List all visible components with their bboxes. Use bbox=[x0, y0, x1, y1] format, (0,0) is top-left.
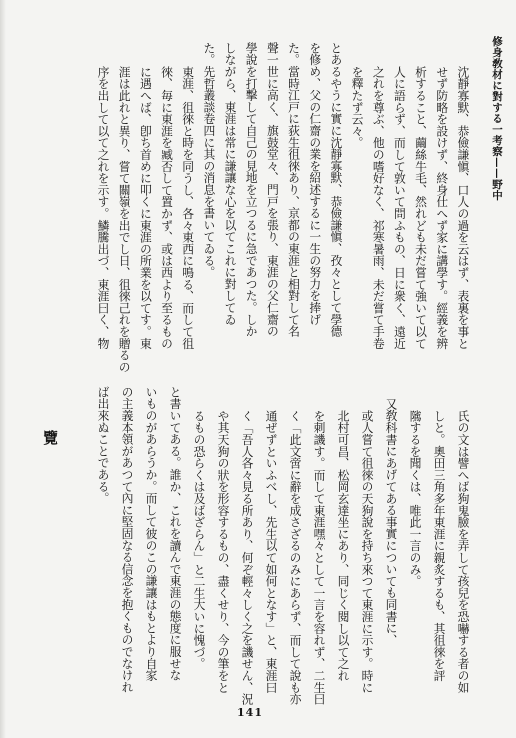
upper-tier-line: とあるやうに實に沈靜寡默、恭儉謙愼、孜々として學德 bbox=[328, 42, 343, 337]
upper-tier-line: 東涯、徂徠と時を同うし、各々東西に鳴る、而して徂 bbox=[180, 65, 195, 349]
upper-tier-line: 序を出して以て之れを示す。鱗騰出づ、東涯曰く、物 bbox=[96, 65, 110, 349]
lower-tier-line: 隲するを聞くは、唯此一言のみ。 bbox=[408, 409, 422, 587]
upper-tier-line: せず防略を設けず、終身仕へず家に講學す。經義を辨 bbox=[434, 65, 449, 349]
lower-tier-line: ば出來ぬことである。 bbox=[96, 386, 110, 504]
upper-tier-line: 學說を打擊して自己の見地を立つるに急であつた。しか bbox=[244, 42, 259, 337]
margin-mark: 覽 bbox=[41, 430, 59, 445]
lower-tier-line: るもの恐らくは及ばざらん」と二生大いに愧づ。 bbox=[192, 409, 206, 670]
lower-tier-line: 氏の文は譬へば狗鬼臉を弄して孩兒を恐嚇する者の如 bbox=[456, 409, 470, 693]
running-header: 修身敎材に對する一考察——野中 bbox=[491, 36, 503, 201]
lower-tier-line: と書いてある。誰か、これを讀んで東涯の態度に服せな bbox=[168, 386, 182, 681]
lower-tier-line: 通ぜずといふべし、先生以て如何となす」と、東涯曰 bbox=[264, 409, 278, 693]
upper-tier-line: 人に語らず、而して敦いて問ふもの、日に衆く、遠近 bbox=[392, 65, 407, 349]
upper-tier-line: を修め、父の仁齋の業を紹述するに一生の努力を捧げ bbox=[307, 42, 322, 326]
upper-tier-line: 沈靜寡默、恭儉謙愼、口人の過を云はず、表裏を事と bbox=[455, 65, 470, 349]
lower-tier-line: く「吾人各々見る所あり、何ぞ輕々しく之を譏せん、況 bbox=[240, 409, 254, 705]
upper-tier-line: に遇へば、卽ち首めに叩くに東涯の所業を以てす。東 bbox=[138, 65, 153, 349]
binding-shadow bbox=[0, 0, 6, 738]
upper-tier-line: を釋たず云々。 bbox=[350, 65, 365, 149]
lower-tier-line: の主義本領があつて內に堅固なる信念を抱くものでなけれ bbox=[120, 386, 134, 693]
lower-tier-line: 或人嘗て徂徠の天狗說を持ち來つて東涯に示す。時に bbox=[360, 409, 374, 693]
lower-tier-line: しと。奧田三角多年東涯に親炙するも、其徂徠を評 bbox=[432, 409, 446, 681]
upper-tier-line: 析すること、繭絲牛毛、然れども未だ嘗て強いて以て bbox=[413, 65, 428, 349]
lower-tier-line: いものがあらうか。而して彼のこの謙讓はもとより自家 bbox=[144, 386, 158, 681]
upper-tier-line: 徠、毎に東涯を臧否して置かず、或は西より至るもの bbox=[159, 65, 174, 349]
page-number: 141 bbox=[237, 706, 263, 719]
lower-tier-line: 又敎科書にあげてある事實についても同書に、 bbox=[384, 397, 398, 646]
upper-tier bbox=[94, 42, 472, 384]
lower-tier-line: や其天狗の狀を形容するもの、盡くせり、今の筆をと bbox=[216, 409, 230, 693]
upper-tier-line: 涯は此れと異り、嘗て關嶺を出でし日、徂徠己れを贈るの bbox=[117, 65, 132, 373]
lower-tier-line: く「此文啻に辭を成さざるのみにあらず、而して說も亦 bbox=[288, 409, 302, 705]
upper-tier-line: 聲一世に高く、旗鼓堂々、門戸を張り、東涯の父仁齋の bbox=[265, 42, 280, 337]
upper-tier-line: た。當時江戸に荻生徂徠あり、京都の東涯と相對して名 bbox=[286, 42, 301, 337]
upper-tier-line: 之れを尊ぶ、他の嗜好なく、祁寒暑雨、未だ嘗て手卷 bbox=[371, 65, 386, 349]
lower-tier-line: を刺譏す。而して東涯嘿々として一言を容れず、二生曰 bbox=[312, 409, 326, 705]
lower-tier bbox=[94, 386, 472, 706]
upper-tier-line: た。先哲叢談卷四に其の消息を書いてゐる。 bbox=[201, 42, 216, 278]
upper-tier-line: しながら、東涯は常に謙讓な心を以てこれに對してゐ bbox=[223, 42, 238, 326]
lower-tier-line: 北村可昌、松岡玄達坐にあり、同じく閱し以て之れ bbox=[336, 409, 350, 681]
